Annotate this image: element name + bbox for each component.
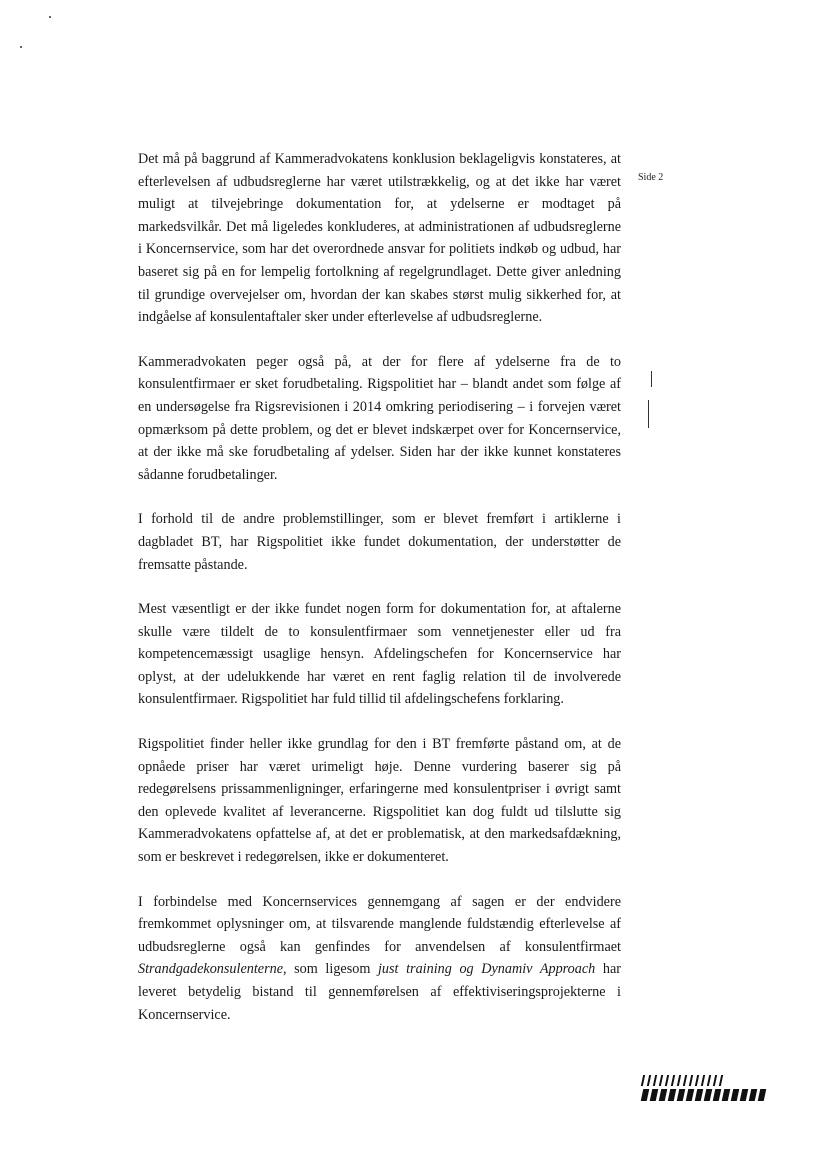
paragraph-6: [138, 891, 621, 1027]
paragraph-6-part: I forbindelse med Koncernservices gennemgang af sagen er der endvidere fremkommet oplysninger om, at tilsvarende manglende fuldstændig efterlevelse af udbudsreglerne også kan genfindes for anvendelsen af konsulentfirmaet: [138, 893, 621, 955]
scan-speck: [49, 16, 51, 18]
firm-name-italic: Strandgadekonsulenterne: [138, 961, 283, 978]
firm-names-italic: just training og Dynamiv Approach: [377, 961, 596, 978]
paragraph-6-part: , som ligesom: [283, 961, 378, 978]
paragraph-3: I forhold til de andre problemstillinger, som er blevet fremført i artiklerne i dagbladet BT, har Rigspolitiet ikke fundet dokumentation, der understøtter de fremsatte påstande.: [138, 511, 621, 573]
margin-mark: [651, 371, 652, 387]
paragraph-1: Det må på baggrund af Kammeradvokatens konklusion beklageligvis konstateres, at efterlevelsen af udbudsreglerne har været utilstrækkelig, og at det ikke har været muligt at tilvejebringe dokumentation for, at ydelserne er modtaget på markedsvilkår. Det må ligeledes konkluderes, at administrationen af udbudsreglerne i Koncernservice, som har det overordnede ansvar for politiets indkøb og udbud, har baseret sig på en for lempelig fortolkning af regelgrundlaget. Dette giver anledning til grundige overvejelser om, hvordan der kan skabes størst mulig sikkerhed for, at indgåelse af konsulentaftaler sker under efterlevelse af udbudsreglerne.: [138, 151, 621, 326]
paragraph-5: Rigspolitiet finder heller ikke grundlag for den i BT fremførte påstand om, at de opnåede priser har været urimeligt høje. Denne vurdering baserer sig på redegørelsens prissammenligninger, erfaringerne med konsulentpriser i øvrigt samt den oplevede kvalitet af leverancerne. Rigspolitiet kan dog fuldt ud tilslutte sig Kammeradvokatens opfattelse af, at det er problematisk, at den markedsafdækning, som er beskrevet i redegørelsen, ikke er dokumenteret.: [138, 736, 621, 866]
margin-mark: [648, 400, 649, 428]
barcode-mark: [642, 1075, 772, 1103]
letter-body: [138, 148, 621, 1048]
page-number-label: Side 2: [638, 172, 664, 183]
paragraph-2: Kammeradvokaten peger også på, at der for flere af ydelserne fra de to konsulentfirmaer er sket forudbetaling. Rigspolitiet har – blandt andet som følge af en undersøgelse fra Rigsrevisionen i 2014 omkring periodisering – i forvejen været opmærksom på dette problem, og det er blevet indskærpet over for Koncernservice, at der ikke må ske forudbetaling af ydelser. Siden har der ikke kunnet konstateres sådanne forudbetalinger.: [138, 353, 621, 483]
paragraph-6-part: har leveret betydelig bistand til gennemførelsen af effektiviseringsprojekterne i Koncernservice.: [138, 961, 622, 1023]
paragraph-4: Mest væsentligt er der ikke fundet nogen form for dokumentation for, at aftalerne skulle være tildelt de to konsulentfirmaer som vennetjenester eller ud fra kompetencemæssigt usaglige hensyn. Afdelingschefen for Koncernservice har oplyst, at der udelukkende har været en rent faglig relation til de involverede konsulentfirmaer. Rigspolitiet har fuld tillid til afdelingschefens forklaring.: [138, 601, 621, 708]
scan-speck: [20, 46, 22, 48]
